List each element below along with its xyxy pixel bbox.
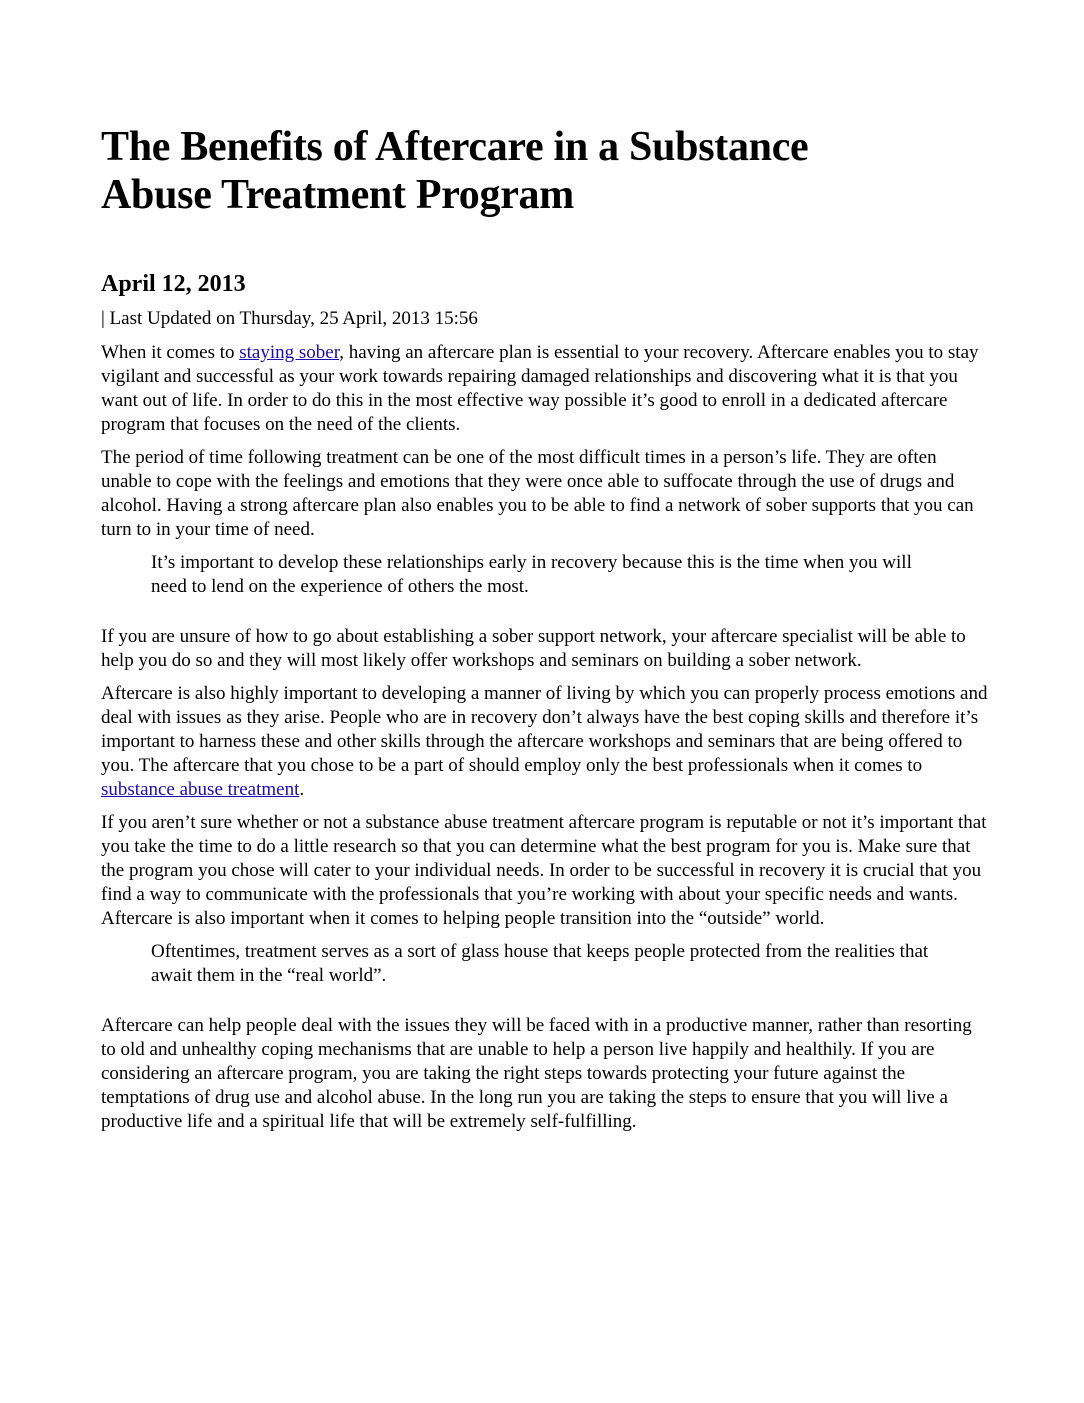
page-title — [101, 123, 991, 219]
paragraph-4-text-before: Aftercare is also highly important to developing a manner of living by which you can properly process emotions and deal with issues as they arise. People who are in recovery don’t always have the best coping skills and therefore it’s important to harness these and other skills through the aftercare workshops and seminars that are being offered to you. The aftercare that you chose to be a part of should employ only the best professionals when it comes to — [101, 683, 988, 776]
last-updated: | Last Updated on Thursday, 25 April, 2013 15:56 — [101, 308, 478, 329]
paragraph-1-text-before: When it comes to — [101, 342, 240, 363]
paragraph-2: The period of time following treatment can be one of the most difficult times in a person’s life. They are often unable to cope with the feelings and emotions that they were once able to suffocate through the use of drugs and alcohol. Having a strong aftercare plan also enables you to be able to find a network of sober supports that you can turn to in your time of need. — [101, 447, 974, 540]
paragraph-1-text-after: , having an aftercare plan is essential to your recovery. Aftercare enables you to stay vigilant and successful as your work towards repairing damaged relationships and discovering what it is that you want out of life. In order to do this in the most effective way possible it’s good to enroll in a dedicated aftercare program that focuses on the need of the clients. — [101, 342, 979, 435]
title-line-2: Abuse Treatment Program — [101, 172, 574, 218]
substance-abuse-treatment-link[interactable]: substance abuse treatment — [101, 779, 300, 800]
block-quote-2: Oftentimes, treatment serves as a sort of glass house that keeps people protected from the realities that await them in the “real world”. — [151, 941, 929, 986]
publish-date: April 12, 2013 — [101, 271, 246, 297]
block-quote-1: It’s important to develop these relationships early in recovery because this is the time when you will need to lend on the experience of others the most. — [151, 552, 912, 597]
paragraph-3: If you are unsure of how to go about establishing a sober support network, your aftercare specialist will be able to help you do so and they will most likely offer workshops and seminars on building a sober network. — [101, 626, 966, 671]
paragraph-4-text-after: . — [299, 779, 305, 800]
paragraph-4 — [101, 682, 991, 802]
paragraph-6: Aftercare can help people deal with the issues they will be faced with in a productive manner, rather than resorting to old and unhealthy coping mechanisms that are unable to help a person live happily and healthily. If you are considering an aftercare program, you are taking the right steps towards protecting your future against the temptations of drug use and alcohol abuse. In the long run you are taking the steps to ensure that you will live a productive life and a spiritual life that will be extremely self-fulfilling. — [101, 1015, 972, 1132]
paragraph-5: If you aren’t sure whether or not a substance abuse treatment aftercare program is reputable or not it’s important that you take the time to do a little research so that you can determine what the best program for you is. Make sure that the program you chose will cater to your individual needs. In order to be successful in recovery it is crucial that you find a way to communicate with the professionals that you’re working with about your specific needs and wants. Aftercare is also important when it comes to helping people transition into the “outside” world. — [101, 812, 987, 929]
document-page — [101, 123, 991, 1134]
staying-sober-link[interactable]: staying sober — [239, 342, 340, 363]
title-line-1: The Benefits of Aftercare in a Substance — [101, 124, 809, 170]
paragraph-1 — [101, 341, 991, 437]
